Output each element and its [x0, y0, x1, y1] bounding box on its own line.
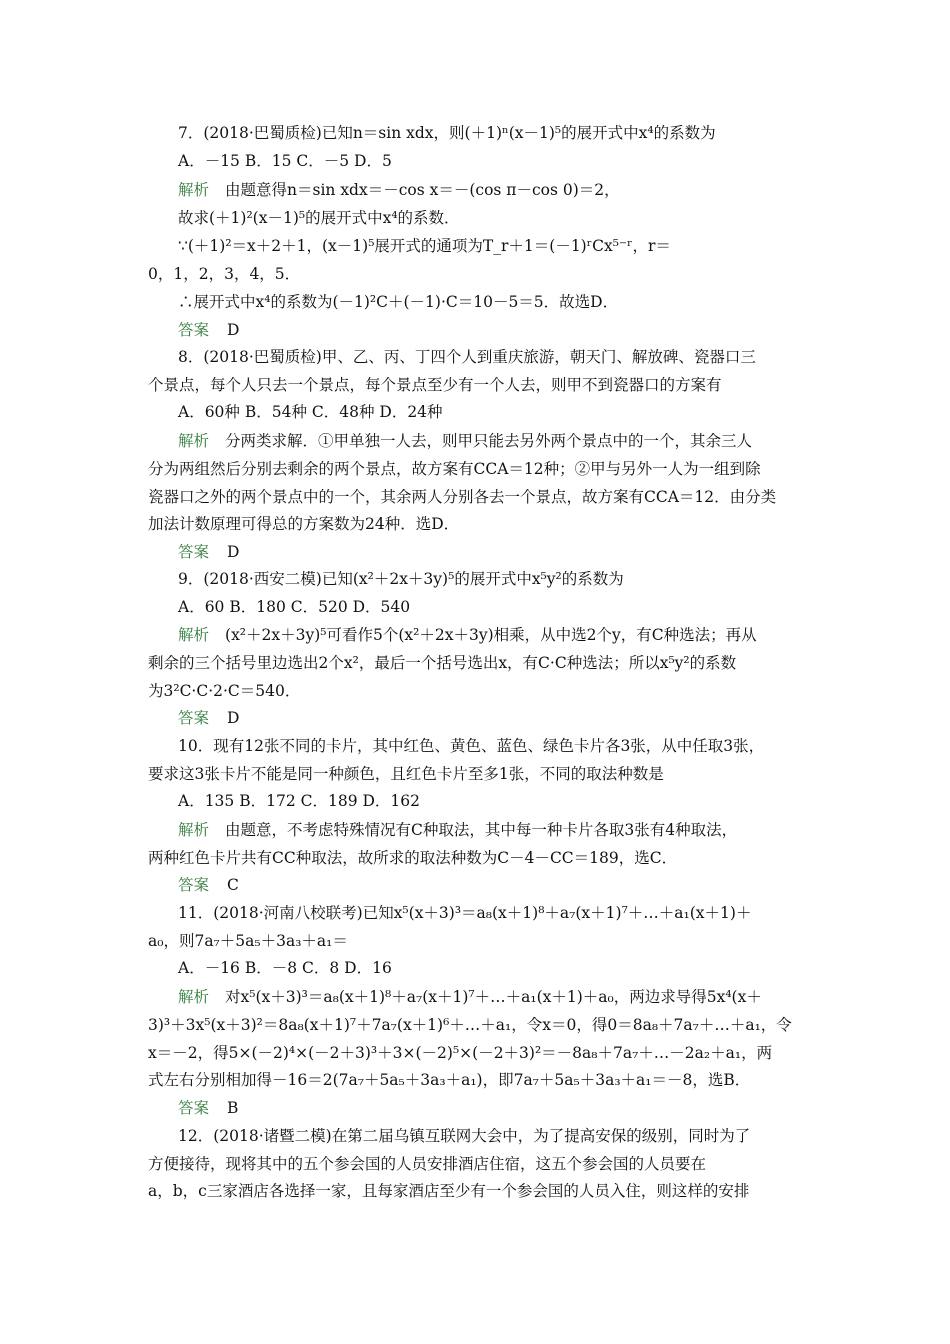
solution-label: 解析 — [178, 988, 210, 1006]
problem-8-options: A．60种 B．54种 C．48种 D．24种 — [178, 403, 443, 421]
problem-10-stem-line-1: 10．现有12张不同的卡片，其中红色、黄色、蓝色、绿色卡片各3张，从中任取3张， — [178, 737, 765, 755]
answer-label: 答案 — [178, 543, 210, 561]
solution-text: 由题意得n＝sin xdx＝－cos x＝－(cos π－cos 0)＝2， — [225, 181, 620, 199]
problem-11-solution-line-1 — [178, 987, 762, 1007]
answer-value: B — [227, 1099, 239, 1117]
problem-9-answer — [178, 708, 239, 728]
problem-11-solution-line-4: 式左右分别相加得－16＝2(7a₇＋5a₅＋3a₃＋a₁)，即7a₇＋5a₅＋3a₃＋a₁＝－8，选B． — [148, 1071, 751, 1089]
problem-11-stem-line-1: 11．(2018·河南八校联考)已知x⁵(x＋3)³＝a₈(x＋1)⁸＋a₇(x＋1)⁷＋…＋a₁(x＋1)＋ — [178, 904, 752, 922]
problem-7-answer — [178, 320, 239, 340]
problem-12-stem-line-2: 方便接待，现将其中的五个参会国的人员安排酒店住宿，这五个参会国的人员要在 — [148, 1155, 707, 1173]
answer-value: D — [227, 321, 240, 339]
problem-7-solution-line-5: ∴展开式中x⁴的系数为(－1)²C＋(－1)·C＝10－5＝5．故选D． — [178, 293, 619, 311]
solution-text: (x²＋2x＋3y)⁵可看作5个(x²＋2x＋3y)相乘，从中选2个y，有C种选法；再从 — [225, 626, 757, 644]
problem-8-solution-line-1 — [178, 431, 752, 451]
solution-label: 解析 — [178, 626, 210, 644]
problem-8-answer — [178, 542, 239, 562]
problem-10-stem-line-2: 要求这3张卡片不能是同一种颜色，且红色卡片至多1张，不同的取法种数是 — [148, 765, 664, 783]
problem-10-solution-line-2: 两种红色卡片共有CC种取法，故所求的取法种数为C－4－CC＝189，选C． — [148, 849, 678, 867]
problem-11-solution-line-3: x＝－2，得5×(－2)⁴×(－2＋3)³＋3×(－2)⁵×(－2＋3)²＝－8a₈＋7a₇＋…－2a₂＋a₁，两 — [148, 1044, 773, 1062]
problem-7-solution-line-2: 故求(＋1)²(x－1)⁵的展开式中x⁴的系数． — [178, 209, 460, 227]
answer-label: 答案 — [178, 876, 210, 894]
problem-7-solution-line-1 — [178, 180, 620, 200]
problem-7-options: A．－15 B．15 C．－5 D．5 — [178, 152, 392, 170]
answer-value: D — [227, 709, 240, 727]
solution-text: 对x⁵(x＋3)³＝a₈(x＋1)⁸＋a₇(x＋1)⁷＋…＋a₁(x＋1)＋a₀，两边求导得5x⁴(x＋ — [225, 988, 762, 1006]
problem-8-solution-line-3: 瓷器口之外的两个景点中的一个，其余两人分别各去一个景点，故方案有CCA＝12．由分类 — [148, 488, 777, 506]
solution-label: 解析 — [178, 181, 210, 199]
problem-7-stem-line-1: 7．(2018·巴蜀质检)已知n＝sin xdx，则(＋1)ⁿ(x－1)⁵的展开式中x⁴的系数为 — [178, 124, 716, 142]
problem-12-stem-line-1: 12．(2018·诸暨二模)在第二届乌镇互联网大会中，为了提高安保的级别，同时为了 — [178, 1127, 751, 1145]
problem-11-solution-line-2: 3)³＋3x⁵(x＋3)²＝8a₈(x＋1)⁷＋7a₇(x＋1)⁶＋…＋a₁，令x＝0，得0＝8a₈＋7a₇＋…＋a₁，令 — [148, 1016, 792, 1034]
problem-11-stem-line-2: a₀，则7a₇＋5a₅＋3a₃＋a₁＝ — [148, 932, 348, 950]
problem-7-solution-line-4: 0，1，2，3，4，5． — [148, 265, 301, 283]
answer-label: 答案 — [178, 709, 210, 727]
problem-9-solution-line-1 — [178, 625, 757, 645]
problem-9-stem-line-1: 9．(2018·西安二模)已知(x²＋2x＋3y)⁵的展开式中x⁵y²的系数为 — [178, 570, 624, 588]
problem-8-stem-line-1: 8．(2018·巴蜀质检)甲、乙、丙、丁四个人到重庆旅游，朝天门、解放碑、瓷器口三 — [178, 348, 756, 366]
problem-7-solution-line-3: ∵(＋1)²＝x＋2＋1，(x－1)⁵展开式的通项为T_r＋1＝(－1)ʳCx⁵⁻ʳ，r＝ — [178, 237, 671, 255]
problem-9-solution-line-3: 为3²C·C·2·C＝540． — [148, 682, 301, 700]
solution-label: 解析 — [178, 432, 210, 450]
problem-10-solution-line-1 — [178, 820, 737, 840]
problem-9-solution-line-2: 剩余的三个括号里边选出2个x²，最后一个括号选出x，有C·C种选法；所以x⁵y²的系数 — [148, 654, 737, 672]
problem-8-solution-line-2: 分为两组然后分别去剩余的两个景点，故方案有CCA＝12种；②甲与另外一人为一组到除 — [148, 460, 761, 478]
problem-12-stem-line-3: a，b，c三家酒店各选择一家，且每家酒店至少有一个参会国的人员入住，则这样的安排 — [148, 1182, 750, 1200]
problem-10-answer — [178, 875, 239, 895]
problem-10-options: A．135 B．172 C．189 D．162 — [178, 792, 420, 810]
answer-value: D — [227, 543, 240, 561]
answer-value: C — [227, 876, 239, 894]
answer-label: 答案 — [178, 1099, 210, 1117]
problem-9-options: A．60 B．180 C．520 D．540 — [178, 598, 411, 616]
solution-text: 分两类求解．①甲单独一人去，则甲只能去另外两个景点中的一个，其余三人 — [225, 432, 753, 450]
problem-8-stem-line-2: 个景点，每个人只去一个景点，每个景点至少有一个人去，则甲不到瓷器口的方案有 — [148, 376, 722, 394]
problem-8-solution-line-4: 加法计数原理可得总的方案数为24种．选D． — [148, 515, 460, 533]
solution-text: 由题意，不考虑特殊情况有C种取法，其中每一种卡片各取3张有4种取法， — [225, 821, 738, 839]
solution-label: 解析 — [178, 821, 210, 839]
problem-11-options: A．－16 B．－8 C．8 D．16 — [178, 959, 392, 977]
problem-11-answer — [178, 1098, 238, 1118]
answer-label: 答案 — [178, 321, 210, 339]
